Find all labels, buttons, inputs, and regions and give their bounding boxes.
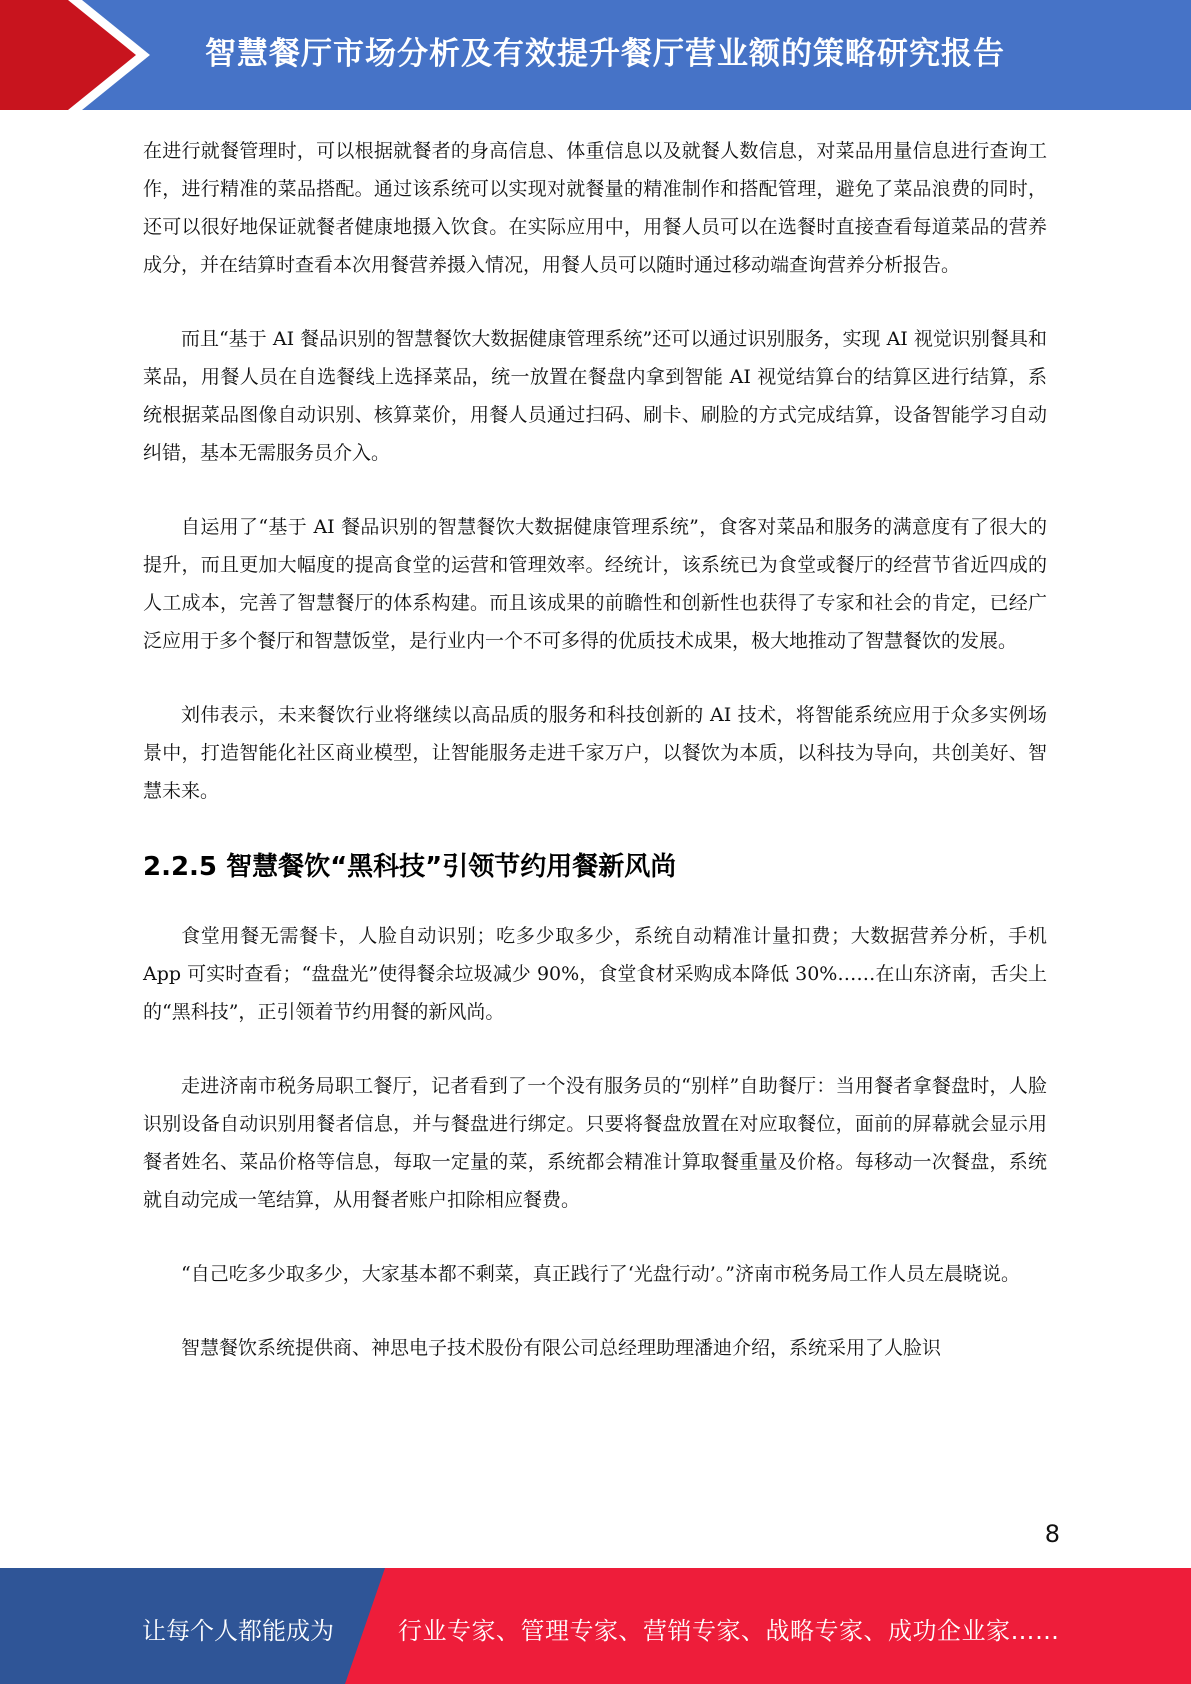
paragraph-4: 刘伟表示，未来餐饮行业将继续以高品质的服务和科技创新的 AI 技术，将智能系统应用于众多实例场景中，打造智能化社区商业模型，让智能服务走进千家万户，以餐饮为本质，以科技为导向，共创美好、智慧未来。 bbox=[143, 704, 1047, 802]
page-header bbox=[0, 0, 1191, 110]
paragraph-2: 而且“基于 AI 餐品识别的智慧餐饮大数据健康管理系统”还可以通过识别服务，实现 AI 视觉识别餐具和菜品，用餐人员在自选餐线上选择菜品，统一放置在餐盘内拿到智能 AI 视觉结算台的结算区进行结算，系统根据菜品图像自动识别、核算菜价，用餐人员通过扫码、刷卡、刷脸的方式完成结算，设备智能学习自动纠错，基本无需服务员介入。 bbox=[143, 328, 1047, 464]
footer-slogan-left: 让每个人都能成为 bbox=[142, 1617, 334, 1645]
section-paragraph-1: 食堂用餐无需餐卡，人脸自动识别；吃多少取多少，系统自动精准计量扣费；大数据营养分析，手机 App 可实时查看；“盘盘光”使得餐余垃圾减少 90%，食堂食材采购成本降低 30%……在山东济南，舌尖上的“黑科技”，正引领着节约用餐的新风尚。 bbox=[143, 925, 1047, 1023]
section-paragraph-3: “自己吃多少取多少，大家基本都不剩菜，真正践行了‘光盘行动’。”济南市税务局工作人员左晨晓说。 bbox=[181, 1263, 1021, 1285]
main-content bbox=[143, 132, 1047, 1403]
section-heading: 2.2.5 智慧餐饮“黑科技”引领节约用餐新风尚 bbox=[143, 852, 677, 882]
page-footer bbox=[0, 1568, 1191, 1684]
page-number: 8 bbox=[1044, 1520, 1060, 1548]
document-title: 智慧餐厅市场分析及有效提升餐厅营业额的策略研究报告 bbox=[205, 36, 1005, 72]
paragraph-1: 在进行就餐管理时，可以根据就餐者的身高信息、体重信息以及就餐人数信息，对菜品用量信息进行查询工作，进行精准的菜品搭配。通过该系统可以实现对就餐量的精准制作和搭配管理，避免了菜品浪费的同时，还可以很好地保证就餐者健康地摄入饮食。在实际应用中，用餐人员可以在选餐时直接查看每道菜品的营养成分，并在结算时查看本次用餐营养摄入情况，用餐人员可以随时通过移动端查询营养分析报告。 bbox=[143, 140, 1047, 276]
section-paragraph-4: 智慧餐饮系统提供商、神思电子技术股份有限公司总经理助理潘迪介绍，系统采用了人脸识 bbox=[181, 1337, 942, 1359]
footer-slogan-right: 行业专家、管理专家、营销专家、战略专家、成功企业家…… bbox=[398, 1617, 1060, 1645]
section-paragraph-2: 走进济南市税务局职工餐厅，记者看到了一个没有服务员的“别样”自助餐厅：当用餐者拿餐盘时，人脸识别设备自动识别用餐者信息，并与餐盘进行绑定。只要将餐盘放置在对应取餐位，面前的屏幕就会显示用餐者姓名、菜品价格等信息，每取一定量的菜，系统都会精准计算取餐重量及价格。每移动一次餐盘，系统就自动完成一笔结算，从用餐者账户扣除相应餐费。 bbox=[143, 1075, 1047, 1211]
paragraph-3: 自运用了“基于 AI 餐品识别的智慧餐饮大数据健康管理系统”，食客对菜品和服务的满意度有了很大的提升，而且更加大幅度的提高食堂的运营和管理效率。经统计，该系统已为食堂或餐厅的经营节省近四成的人工成本，完善了智慧餐厅的体系构建。而且该成果的前瞻性和创新性也获得了专家和社会的肯定，已经广泛应用于多个餐厅和智慧饭堂，是行业内一个不可多得的优质技术成果，极大地推动了智慧餐饮的发展。 bbox=[143, 516, 1047, 652]
